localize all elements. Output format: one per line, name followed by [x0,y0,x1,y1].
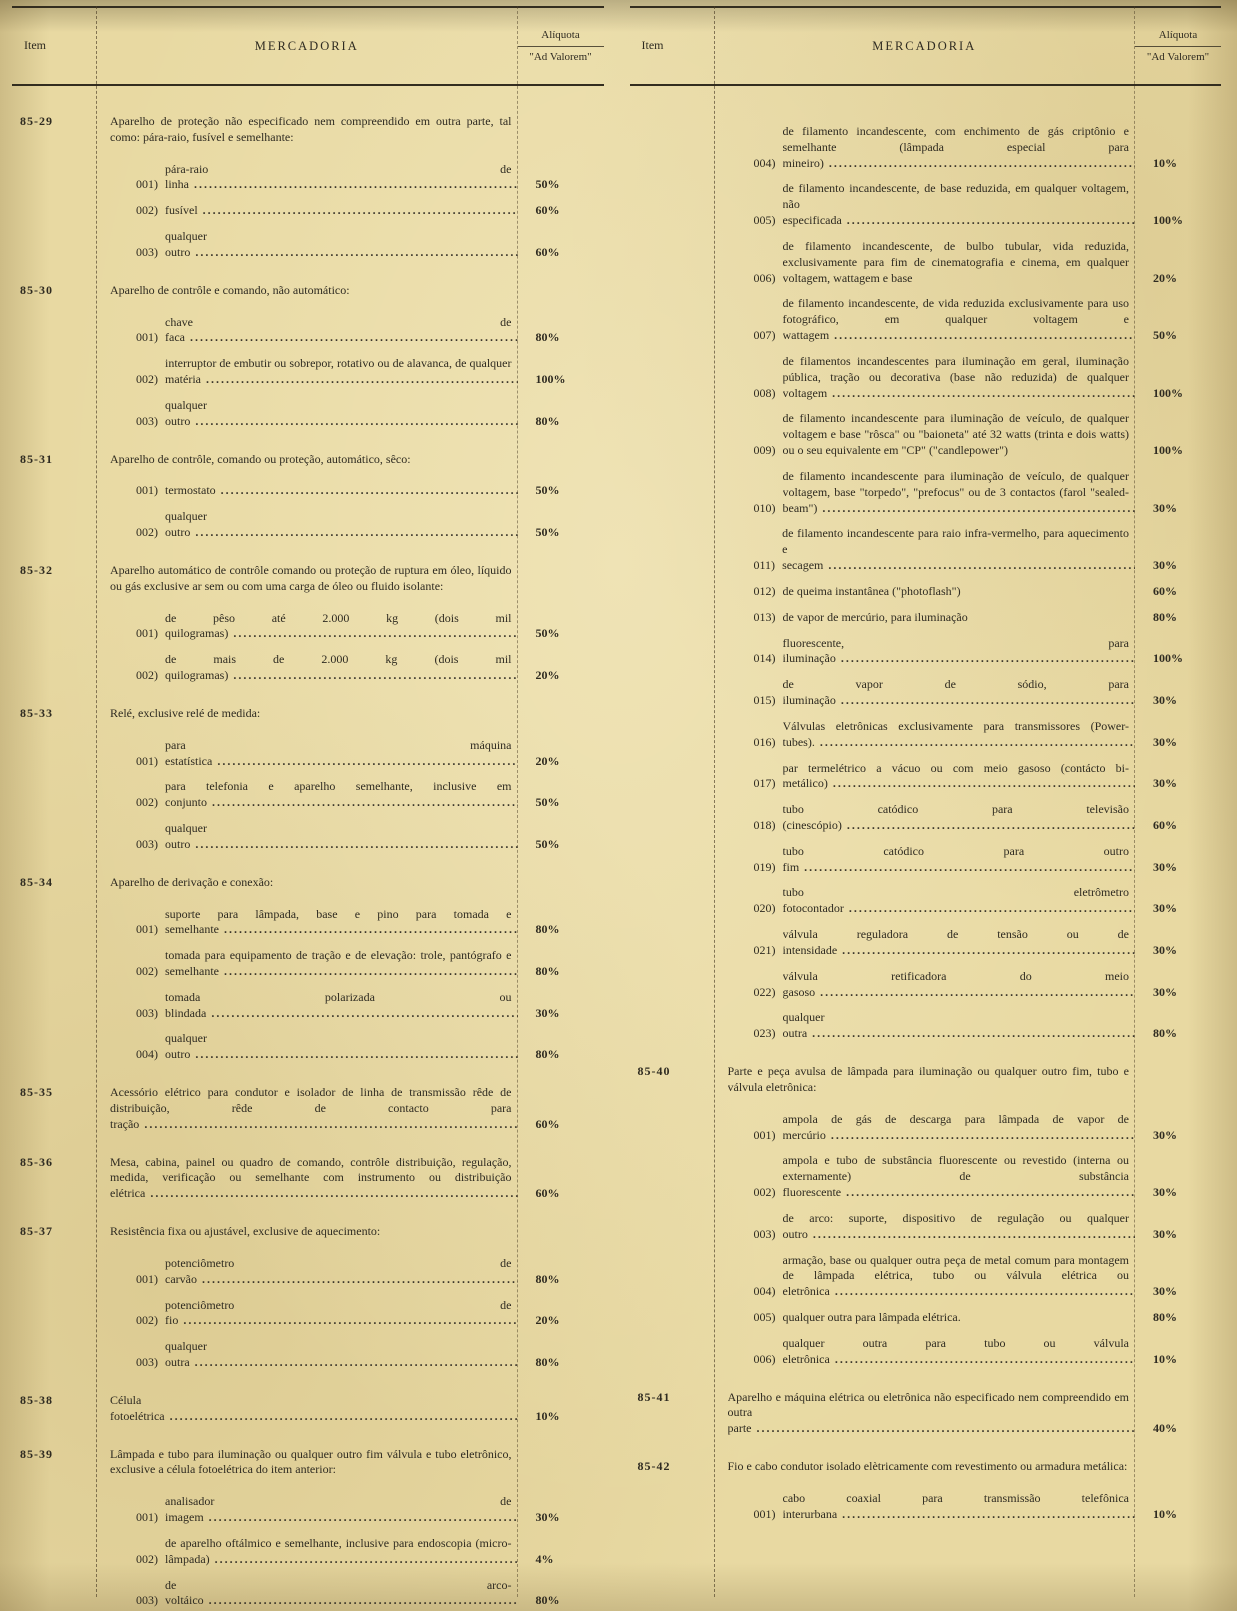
subitem-code: 018) [753,817,776,832]
subitem-text: para máquina estatística ..... [165,738,518,770]
rate-value: 100% [1153,385,1183,400]
entry-heading-row [110,114,604,146]
subitem-code: 015) [753,693,776,708]
subitem-text: de arco: suporte, dispositivo de regulação ou qualquer outro ..... [783,1211,1136,1243]
rate-value: 100% [1153,651,1183,666]
tariff-entry [12,875,604,1063]
subitem-row [110,162,604,194]
entry-body [96,1447,604,1610]
entry-description: Aparelho automático de contrôle comando ou proteção de ruptura em óleo, líquido ou gás exclusive ar sem ou com uma carga de óleo ou fluido isolante: [110,562,512,593]
rate-value: 30% [1153,558,1177,573]
subitem-text: qualquer outra ..... [783,1010,1136,1042]
subitem-row [728,1112,1222,1144]
subitem-code: 003) [136,836,158,851]
subitem-code: 001) [136,483,158,498]
item-column-rule [714,6,715,1597]
subitem-code: 022) [753,984,776,999]
entry-heading-row [110,1155,604,1202]
rate-value: 80% [1153,609,1177,624]
subitem-row [110,203,604,219]
entry-body [96,1085,604,1132]
subitem-row [728,124,1222,171]
subitem-row [728,1336,1222,1368]
subitem-text: de filamento incandescente, de bulbo tubular, vida reduzida, exclusivamente para fim de cinematografia e cinema, em qualquer voltagem, wattagem e base [782,238,1129,285]
subitem-row [728,719,1222,751]
subitem-text: qualquer outra ..... [165,1339,518,1371]
rate-value: 10% [535,1408,560,1423]
tariff-entry [630,1390,1222,1437]
subitem-row [728,844,1222,876]
entry-heading-row [728,1459,1222,1475]
rate-value: 20% [535,668,560,683]
subitem-row [728,1010,1222,1042]
subitem-code: 012) [753,583,776,598]
item-number: 85-34 [20,874,53,889]
subitem-code: 003) [136,413,158,428]
subitem-row [728,411,1222,458]
subitem-text: para telefonia e aparelho semelhante, inclusive em conjunto ..... [165,779,518,811]
entry-description: Aparelho de contrôle e comando, não automático: [110,282,350,297]
rate-value: 100% [1153,213,1183,228]
header-aliquota-divider [1135,46,1221,47]
tariff-entry [630,114,1222,1042]
rate-value: 20% [535,753,560,768]
subitem-text: Válvulas eletrônicas exclusivamente para transmissores (Power-tubes). ..... [783,719,1136,751]
header-mercadoria-label: MERCADORIA [872,38,977,53]
item-number: 85-41 [637,1389,671,1404]
subitem-text: de vapor de mercúrio, para iluminação [782,609,968,624]
subitem-code: 008) [753,385,776,400]
entry-heading-row [110,563,604,595]
subitem-row [728,181,1222,228]
subitem-row [110,948,604,980]
subitem-row [728,354,1222,401]
item-number: 85-37 [20,1224,53,1239]
subitem-text: de aparelho oftálmico e semelhante, inclusive para endoscopia (micro-lâmpada) ..... [165,1536,518,1568]
entry-heading-row [110,1224,604,1240]
column-header [12,6,604,86]
entry-body [96,283,604,430]
rate-value: 60% [535,203,560,218]
entry-description: Acessório elétrico para condutor e isolador de linha de transmissão rêde de distribuição, rêde de contacto para tração ..... [110,1085,518,1132]
subitem-code: 002) [136,1551,158,1566]
tariff-entry [12,563,604,684]
subitem-code: 002) [753,1185,776,1200]
rate-value: 30% [1153,901,1177,916]
subitem-row [728,610,1222,626]
subitem-row [110,779,604,811]
subitem-text: tomada polarizada ou blindada ..... [165,990,518,1022]
rate-value: 80% [1153,1310,1177,1325]
rate-value: 50% [535,795,560,810]
subitem-code: 004) [753,1284,776,1299]
header-ad-valorem-label: "Ad Valorem" [1146,50,1210,63]
subitem-code: 001) [136,1510,158,1525]
subitem-text: de filamento incandescente, com enchimento de gás criptônio e semelhante (lâmpada especial para mineiro) ..... [783,124,1136,171]
subitem-row [728,927,1222,959]
rate-value: 50% [535,177,560,192]
rate-value: 10% [1153,1351,1177,1366]
subitem-code: 004) [136,1047,158,1062]
entry-heading-row [110,452,604,468]
subitem-text: de pêso até 2.000 kg (dois mil quilogramas) ..... [165,611,518,643]
subitem-code: 001) [136,177,158,192]
rate-value: 30% [1153,693,1177,708]
rate-value: 50% [1153,328,1177,343]
subitem-code: 019) [753,859,776,874]
subitem-text: tubo catódico para televisão (cinescópio) ..... [783,802,1136,834]
tariff-entry [12,1085,604,1132]
item-number: 85-33 [20,705,53,720]
entry-body [96,706,604,853]
rate-value: 50% [535,483,560,498]
subitem-row [110,652,604,684]
subitem-code: 001) [136,753,158,768]
subitem-text: de filamento incandescente para iluminação de veículo, de qualquer voltagem e base "rôsca" ou "baioneta" até 32 watts (trinta e dois watts) ou o seu equivalente em "CP" ("candlepower") [782,411,1129,458]
rate-value: 30% [535,1510,560,1525]
subitem-row [110,315,604,347]
subitem-code: 001) [136,330,158,345]
subitem-code: 002) [136,525,158,540]
subitem-text: de filamento incandescente, de base reduzida, em qualquer voltagem, não especificada ..... [783,181,1136,228]
subitem-code: 001) [136,922,158,937]
subitem-row [728,677,1222,709]
entry-body [714,1064,1222,1367]
subitem-text: tubo eletrômetro fotocontador ..... [783,885,1136,917]
item-number: 85-40 [637,1064,671,1079]
subitem-code: 021) [753,942,776,957]
subitem-row [728,526,1222,573]
header-ad-valorem-label: "Ad Valorem" [529,50,592,63]
rate-value: 50% [535,836,560,851]
item-number: 85-32 [20,562,53,577]
subitem-text: interruptor de embutir ou sobrepor, rotativo ou de alavanca, de qualquer matéria ..... [165,356,518,388]
subitem-row [110,398,604,430]
subitem-code: 003) [136,244,158,259]
subitem-code: 020) [753,901,776,916]
subitem-text: pára-raio de linha ..... [165,162,518,194]
rate-value: 80% [535,1593,560,1608]
subitem-code: 002) [136,1313,158,1328]
rate-value: 80% [535,922,560,937]
entry-body [714,114,1222,1042]
subitem-text: qualquer outro ..... [165,398,518,430]
entry-description: Mesa, cabina, painel ou quadro de comando, contrôle distribuição, regulação, medida, verificação ou semelhante com instrumento ou distribuição elétrica ..... [110,1155,518,1202]
subitem-text: de filamento incandescente para iluminação de veículo, de qualquer voltagem, base "torpedo", "prefocus" ou de 3 contactos (farol "sealed-beam") ..... [783,469,1136,516]
tariff-entry [12,1393,604,1425]
rate-value: 60% [535,1116,560,1131]
entry-body [714,1459,1222,1522]
rate-value: 80% [535,413,560,428]
rate-value: 60% [1153,583,1177,598]
subitem-row [728,1491,1222,1523]
entry-heading-row [110,875,604,891]
tariff-entry [12,706,604,853]
entry-description: Aparelho de proteção não especificado nem compreendido em outra parte, tal como: pára-raio, fusível e semelhante: [110,114,512,144]
rate-value: 80% [535,1355,560,1370]
entry-description: Lâmpada e tubo para iluminação ou qualquer outro fim válvula e tubo eletrônico, exclusive a célula fotoelétrica do item anterior: [110,1446,512,1477]
item-number: 85-36 [20,1154,53,1169]
subitem-text: fluorescente, para iluminação ..... [783,636,1136,668]
subitem-code: 007) [753,328,776,343]
rate-column-rule [517,6,518,1597]
header-aliquota-label: Alíquota [541,28,580,41]
entry-heading-row [728,1390,1222,1437]
subitem-row [110,1339,604,1371]
rate-value: 100% [535,372,566,387]
entry-heading-row [728,1064,1222,1096]
entry-body [96,875,604,1063]
subitem-row [728,239,1222,286]
subitem-text: válvula retificadora do meio gasoso ..... [783,969,1136,1001]
tariff-entry [630,1459,1222,1522]
subitem-row [110,356,604,388]
subitem-row [110,611,604,643]
subitem-text: suporte para lâmpada, base e pino para tomada e semelhante ..... [165,907,518,939]
entry-description: Fio e cabo condutor isolado elètricamente com revestimento ou armadura metálica: [727,1459,1128,1473]
rate-value: 60% [535,1186,560,1201]
subitem-row [110,509,604,541]
rate-value: 40% [1153,1421,1177,1436]
subitem-code: 001) [753,1506,776,1521]
subitem-row [110,1536,604,1568]
subitem-code: 002) [136,203,158,218]
entry-body [96,114,604,261]
subitem-code: 014) [753,651,776,666]
subitem-code: 003) [136,1593,158,1608]
rate-value: 50% [535,626,560,641]
item-number: 85-30 [20,282,53,297]
subitem-text: de mais de 2.000 kg (dois mil quilogramas) ..... [165,652,518,684]
right-column-entries [630,114,1222,1522]
subitem-row [728,969,1222,1001]
subitem-code: 006) [753,270,776,285]
rate-value: 50% [535,525,560,540]
subitem-row [110,1578,604,1610]
rate-value: 30% [535,1005,560,1020]
subitem-code: 009) [753,443,776,458]
entry-body [96,563,604,684]
header-aliquota-cell [518,8,604,84]
subitem-text: qualquer outro ..... [165,509,518,541]
rate-value: 30% [1153,500,1177,515]
item-number: 85-39 [20,1446,53,1461]
subitem-text: qualquer outro ..... [165,821,518,853]
subitem-text: de filamento incandescente para raio infra-vermelho, para aquecimento e secagem ..... [782,526,1135,573]
header-aliquota-label: Alíquota [1158,28,1198,41]
subitem-text: potenciômetro de carvão ..... [165,1256,518,1288]
subitem-code: 003) [136,1355,158,1370]
item-number: 85-31 [20,451,53,466]
subitem-text: ampola e tubo de substância fluorescente ou revestido (interna ou externamente) de substância fluorescente ..... [783,1153,1136,1200]
rate-value: 30% [1153,734,1177,749]
subitem-code: 011) [753,558,776,573]
tariff-entry [12,1155,604,1202]
entry-heading-row [110,1085,604,1132]
subitem-row [110,1256,604,1288]
item-number: 85-42 [637,1459,671,1473]
tariff-entry [12,1224,604,1371]
subitem-text: par termelétrico a vácuo ou com meio gasoso (contácto bi-metálico) ..... [783,761,1136,793]
subitem-row [728,1253,1222,1300]
left-column-entries [12,114,604,1609]
subitem-text: ampola de gás de descarga para lâmpada de vapor de mercúrio ..... [783,1112,1136,1144]
subitem-text: analisador de imagem ..... [165,1494,518,1526]
item-number: 85-38 [20,1392,53,1407]
subitem-text: de filamento incandescente, de vida reduzida exclusivamente para uso fotográfico, em qualquer voltagem e wattagem ..... [783,296,1136,343]
entry-description: Célula fotoelétrica ..... [110,1393,518,1425]
entry-heading-row [110,283,604,299]
rate-value: 100% [1153,443,1183,458]
entry-body [96,452,604,541]
subitem-text: qualquer outro ..... [165,1031,518,1063]
subitem-code: 013) [753,609,776,624]
subitem-row [110,229,604,261]
subitem-code: 004) [753,155,776,170]
subitem-row [728,802,1222,834]
subitem-code: 003) [753,1226,776,1241]
subitem-code: 002) [136,372,158,387]
subitem-row [728,296,1222,343]
subitem-row [110,1494,604,1526]
rate-value: 10% [1153,1506,1177,1521]
entry-description: Aparelho e máquina elétrica ou eletrônica não especificado nem compreendido em outra parte ..... [728,1390,1136,1437]
rate-value: 30% [1153,942,1177,957]
rate-value: 60% [1153,817,1177,832]
entry-body [96,1393,604,1425]
subitem-code: 005) [753,213,776,228]
subitem-row [728,761,1222,793]
subitem-code: 003) [136,1005,158,1020]
column-header [630,6,1222,86]
rate-value: 80% [535,330,560,345]
subitem-text: tomada para equipamento de tração e de elevação: trole, pantógrafo e semelhante ..... [165,948,518,980]
rate-value: 30% [1153,1127,1177,1142]
rate-value: 30% [1153,1226,1177,1241]
subitem-row [110,821,604,853]
entry-description: Resistência fixa ou ajustável, exclusive de aquecimento: [110,1224,381,1239]
subitem-row [728,636,1222,668]
subitem-row [728,1211,1222,1243]
subitem-code: 001) [136,1271,158,1286]
rate-column-rule [1134,6,1135,1597]
subitem-text: de vapor de sódio, para iluminação ..... [783,677,1136,709]
rate-value: 30% [1153,859,1177,874]
item-number: 85-35 [20,1085,53,1100]
rate-value: 4% [535,1551,554,1566]
item-number [630,114,714,1042]
subitem-code: 010) [753,500,776,515]
subitem-row [728,1153,1222,1200]
rate-value: 30% [1153,776,1177,791]
entry-heading-row [110,1447,604,1479]
header-aliquota-divider [518,46,604,47]
header-aliquota-cell [1135,8,1221,84]
subitem-code: 001) [136,626,158,641]
entry-heading-row [110,1393,604,1425]
rate-value: 20% [535,1313,560,1328]
rate-value: 20% [1153,270,1177,285]
subitem-text: potenciômetro de fio ..... [165,1298,518,1330]
left-column [12,6,604,1608]
subitem-code: 002) [136,795,158,810]
subitem-row [110,1298,604,1330]
subitem-text: fusível ..... [165,203,518,219]
entry-body [96,1224,604,1371]
rate-value: 80% [1153,1026,1177,1041]
subitem-text: termostato ..... [165,483,518,499]
item-column-rule [96,6,97,1597]
subitem-row [110,907,604,939]
entry-description: Aparelho de contrôle, comando ou proteção, automático, sêco: [110,451,411,466]
tariff-entry [12,1447,604,1610]
subitem-code: 017) [753,776,776,791]
rate-value: 30% [1153,984,1177,999]
subitem-code: 023) [753,1026,776,1041]
subitem-code: 005) [753,1310,776,1325]
rate-value: 10% [1153,155,1177,170]
entry-description: Relé, exclusive relé de medida: [110,705,261,720]
rate-value: 80% [535,963,560,978]
subitem-text: válvula reguladora de tensão ou de intensidade ..... [783,927,1136,959]
subitem-code: 002) [136,668,158,683]
entry-description: Aparelho de derivação e conexão: [110,874,274,889]
entry-body [714,1390,1222,1437]
header-item-label: Item [641,38,664,53]
subitem-text: tubo catódico para outro fim ..... [783,844,1136,876]
subitem-row [110,990,604,1022]
header-item-label: Item [24,38,46,53]
tariff-entry [12,114,604,261]
subitem-code: 001) [753,1127,776,1142]
rate-value: 30% [1153,1284,1177,1299]
entry-body [96,1155,604,1202]
rate-value: 80% [535,1271,560,1286]
subitem-text: qualquer outra para lâmpada elétrica. [782,1310,961,1325]
subitem-row [728,885,1222,917]
entry-description: Parte e peça avulsa de lâmpada para iluminação ou qualquer outro fim, tubo e válvula eletrônica: [727,1064,1129,1094]
subitem-text: armação, base ou qualquer outra peça de metal comum para montagem de lâmpada elétrica, tubo ou válvula elétrica ou eletrônica ..... [783,1253,1136,1300]
item-number: 85-29 [20,114,53,128]
subitem-row [110,1031,604,1063]
subitem-text: de arco-voltáico ..... [165,1578,518,1610]
subitem-row [110,738,604,770]
subitem-row [728,584,1222,600]
subitem-text: de queima instantânea ("photoflash") [782,583,961,598]
subitem-code: 002) [136,963,158,978]
subitem-text: qualquer outra para tubo ou válvula eletrônica ..... [783,1336,1136,1368]
right-column [630,6,1222,1601]
subitem-text: de filamentos incandescentes para iluminação em geral, iluminação pública, tração ou decorativa (base não reduzida) de qualquer voltagem ..... [783,354,1136,401]
entry-heading-row [110,706,604,722]
subitem-code: 016) [753,734,776,749]
subitem-row [110,483,604,499]
tariff-entry [12,283,604,430]
subitem-text: cabo coaxial para transmissão telefônica interurbana ..... [783,1491,1136,1523]
rate-value: 30% [1153,1185,1177,1200]
subitem-text: qualquer outro ..... [165,229,518,261]
subitem-code: 006) [753,1351,776,1366]
subitem-row [728,1310,1222,1326]
rate-value: 60% [535,244,560,259]
subitem-text: chave de faca ..... [165,315,518,347]
tariff-entry [12,452,604,541]
header-mercadoria-label: MERCADORIA [254,38,359,53]
subitem-row [728,469,1222,516]
rate-value: 80% [535,1047,560,1062]
tariff-entry [630,1064,1222,1367]
